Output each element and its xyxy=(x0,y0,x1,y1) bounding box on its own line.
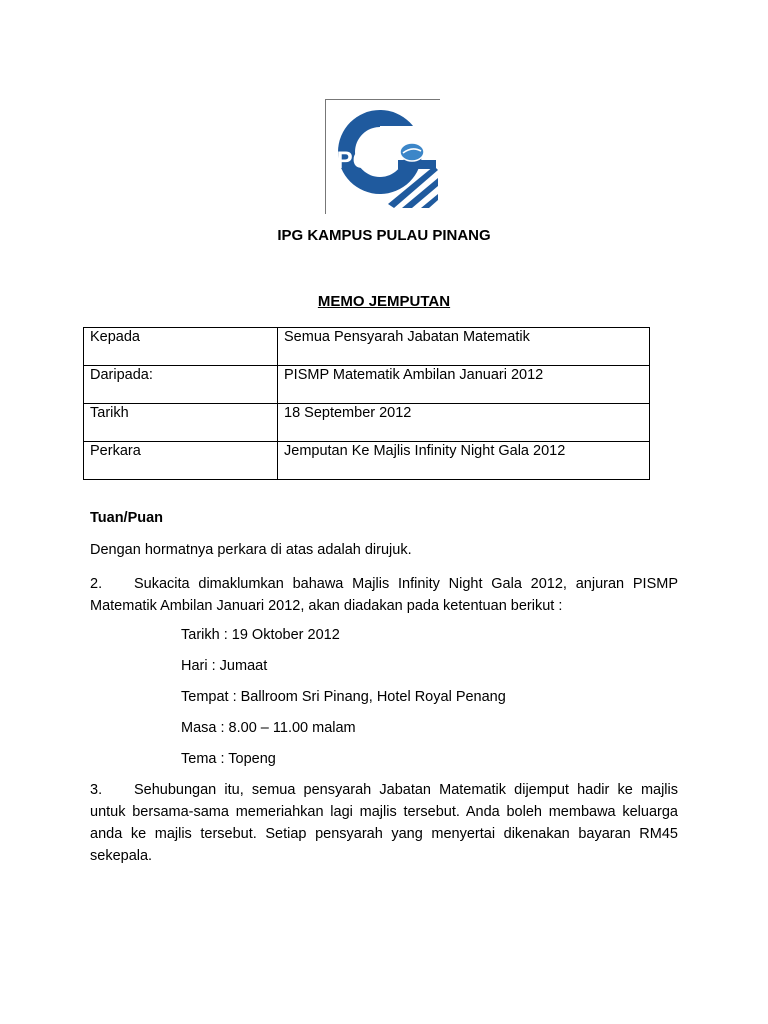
ipg-logo xyxy=(325,99,440,214)
paragraph-number: 3. xyxy=(90,782,103,798)
intro-paragraph: Dengan hormatnya perkara di atas adalah dirujuk. xyxy=(90,542,412,558)
paragraph-3 xyxy=(90,779,678,867)
row-key: Daripada: xyxy=(84,366,278,404)
memo-title: MEMO JEMPUTAN xyxy=(317,293,451,310)
paragraph-2 xyxy=(90,573,678,617)
table-row xyxy=(84,442,650,480)
memo-info-table xyxy=(83,327,650,480)
detail-item: Masa : 8.00 – 11.00 malam xyxy=(181,720,356,736)
salutation: Tuan/Puan xyxy=(90,510,164,526)
paragraph-text: Sehubungan itu, semua pensyarah Jabatan Matematik dijemput hadir ke majlis untuk bersama-sama memeriahkan lagi majlis tersebut. Anda boleh membawa keluarga anda ke majlis tersebut. Setiap pensyarah yang menyertai dikenakan bayaran RM45 sekepala. xyxy=(90,782,678,864)
detail-item: Tarikh : 19 Oktober 2012 xyxy=(181,627,340,643)
row-value: Jemputan Ke Majlis Infinity Night Gala 2012 xyxy=(278,442,650,480)
campus-title: IPG KAMPUS PULAU PINANG xyxy=(277,227,491,244)
row-value: Semua Pensyarah Jabatan Matematik xyxy=(278,328,650,366)
row-value: 18 September 2012 xyxy=(278,404,650,442)
table-row xyxy=(84,328,650,366)
detail-item: Tempat : Ballroom Sri Pinang, Hotel Royal Penang xyxy=(181,689,506,705)
row-value: PISMP Matematik Ambilan Januari 2012 xyxy=(278,366,650,404)
row-key: Kepada xyxy=(84,328,278,366)
detail-item: Tema : Topeng xyxy=(181,751,276,767)
table-row xyxy=(84,404,650,442)
logo-text: iPG xyxy=(330,147,372,174)
paragraph-text: Sukacita dimaklumkan bahawa Majlis Infinity Night Gala 2012, anjuran PISMP Matematik Ambilan Januari 2012, akan diadakan pada ketentuan berikut : xyxy=(90,576,678,614)
table-row xyxy=(84,366,650,404)
detail-item: Hari : Jumaat xyxy=(181,658,268,674)
ipg-logo-icon xyxy=(326,100,440,214)
paragraph-number: 2. xyxy=(90,576,103,592)
row-key: Perkara xyxy=(84,442,278,480)
row-key: Tarikh xyxy=(84,404,278,442)
